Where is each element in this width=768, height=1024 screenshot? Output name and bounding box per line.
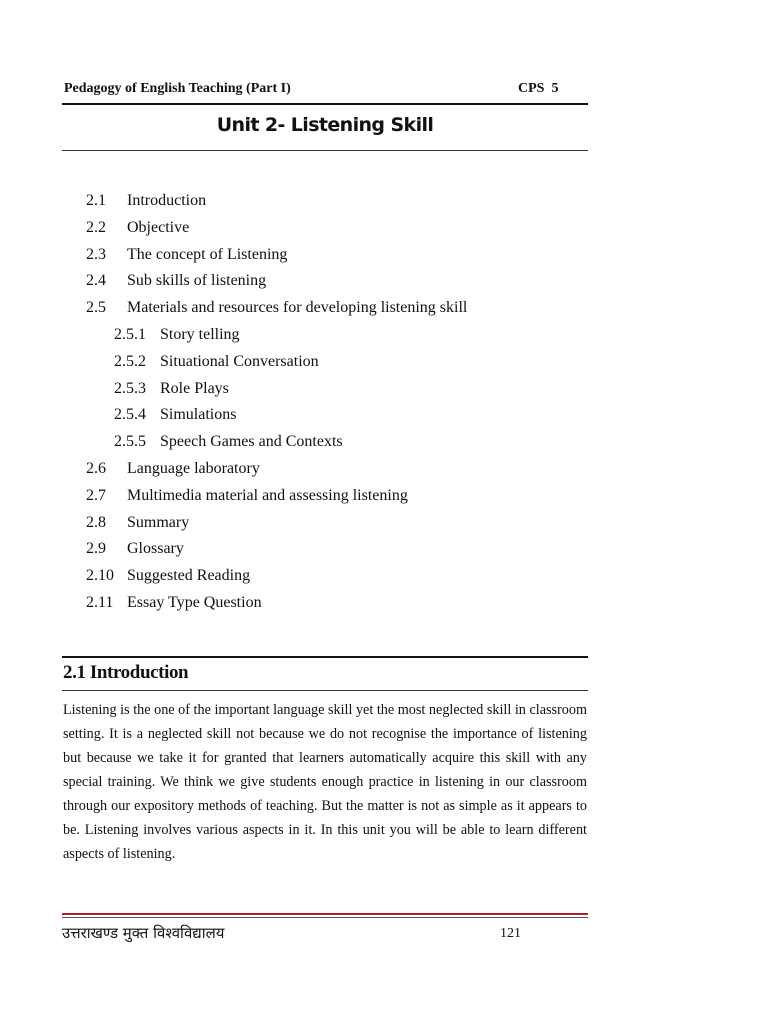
toc-number: 2.7 (86, 486, 106, 504)
toc-item (86, 296, 566, 323)
toc-text: Sub skills of listening (127, 272, 267, 290)
page-header (62, 79, 588, 99)
section-top-divider (62, 656, 588, 658)
unit-title: Unit 2- Listening Skill (216, 114, 434, 136)
toc-number: 2.9 (86, 540, 106, 558)
toc-item (86, 537, 566, 564)
toc-item (86, 484, 566, 511)
toc-text: The concept of Listening (127, 245, 288, 263)
toc-number: 2.5.5 (114, 433, 146, 451)
toc-text: Role Plays (160, 379, 229, 397)
toc-text: Story telling (160, 325, 240, 343)
section-bottom-divider (62, 690, 588, 691)
toc-item (86, 591, 566, 618)
introduction-paragraph: Listening is the one of the important language skill yet the most neglected skill in classroom setting. It is a neglected skill not because we do not recognise the importance of listening but because we take it for granted that learners automatically acquire this skill with any special training. We think we give students enough practice in listening in our classroom through our expository methods of teaching. But the matter is not as simple as it appears to be. Listening involves various aspects in it. In this unit you will be able to learn different aspects of listening. (63, 702, 587, 862)
toc-item (86, 243, 566, 270)
table-of-contents (86, 189, 566, 618)
toc-text: Summary (127, 513, 190, 531)
toc-text: Objective (127, 218, 190, 236)
toc-subitem (86, 430, 566, 457)
toc-item (86, 457, 566, 484)
title-divider (62, 150, 588, 151)
toc-number: 2.2 (86, 218, 106, 236)
toc-text: Simulations (160, 406, 237, 424)
toc-number: 2.5.1 (114, 325, 146, 343)
course-title: Pedagogy of English Teaching (Part I) (64, 81, 291, 96)
toc-item (86, 216, 566, 243)
toc-text: Language laboratory (127, 459, 260, 477)
toc-number: 2.5.3 (114, 379, 146, 397)
toc-text: Situational Conversation (160, 352, 319, 370)
toc-text: Speech Games and Contexts (160, 433, 343, 451)
toc-number: 2.1 (86, 192, 106, 209)
toc-number: 2.10 (86, 567, 114, 585)
page-number: 121 (500, 926, 521, 941)
toc-item (86, 269, 566, 296)
toc-item (86, 564, 566, 591)
university-name: उत्तराखण्ड मुक्त विश्वविद्यालय (62, 924, 225, 942)
toc-text: Suggested Reading (127, 567, 251, 585)
toc-item (86, 189, 566, 216)
course-code: CPS 5 (518, 81, 559, 96)
toc-number: 2.8 (86, 513, 106, 531)
header-divider (62, 103, 588, 105)
footer-divider-red (62, 913, 588, 915)
footer-divider (62, 917, 588, 918)
toc-subitem (86, 323, 566, 350)
toc-number: 2.6 (86, 459, 106, 477)
toc-text: Materials and resources for developing listening skill (127, 299, 468, 317)
section-heading: 2.1 Introduction (63, 662, 189, 683)
toc-text: Glossary (127, 540, 184, 558)
toc-number: 2.5.4 (114, 406, 146, 424)
toc-number: 2.5 (86, 299, 106, 317)
toc-subitem (86, 403, 566, 430)
toc-number: 2.11 (86, 593, 114, 611)
toc-text: Multimedia material and assessing listening (127, 486, 408, 504)
toc-number: 2.5.2 (114, 352, 146, 370)
toc-number: 2.4 (86, 272, 106, 290)
toc-text: Introduction (127, 192, 207, 209)
toc-subitem (86, 377, 566, 404)
toc-item (86, 511, 566, 538)
toc-subitem (86, 350, 566, 377)
toc-text: Essay Type Question (127, 593, 262, 611)
toc-number: 2.3 (86, 245, 106, 263)
